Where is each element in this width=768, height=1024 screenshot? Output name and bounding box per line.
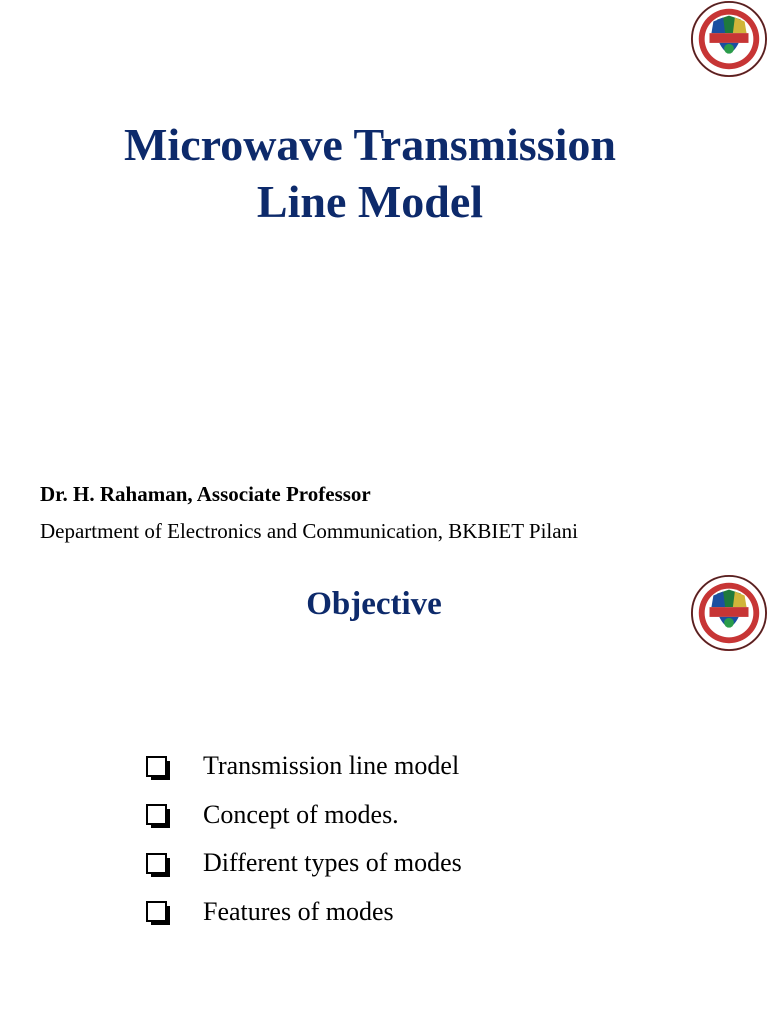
slide-title-line-2: Line Model xyxy=(256,176,484,227)
checkbox-icon xyxy=(146,756,167,777)
objective-list xyxy=(146,742,462,936)
list-item xyxy=(146,839,462,888)
checkbox-icon xyxy=(146,853,167,874)
institute-logo-mid xyxy=(690,574,768,652)
institute-emblem-icon xyxy=(690,574,768,652)
slide-title-line-1: Microwave Transmission xyxy=(124,119,616,170)
slide-title xyxy=(0,116,740,230)
list-item xyxy=(146,888,462,937)
list-item-text: Features of modes xyxy=(203,896,394,926)
institute-logo-top xyxy=(690,0,768,78)
list-item xyxy=(146,742,462,791)
author-name: Dr. H. Rahaman, Associate Professor xyxy=(40,482,371,506)
list-item-text: Concept of modes. xyxy=(203,799,399,829)
department-name: Department of Electronics and Communication, BKBIET Pilani xyxy=(40,519,578,543)
checkbox-icon xyxy=(146,901,167,922)
checkbox-icon xyxy=(146,804,167,825)
objective-heading: Objective xyxy=(306,586,442,622)
list-item-text: Different types of modes xyxy=(203,848,462,878)
list-item-text: Transmission line model xyxy=(203,751,460,781)
institute-emblem-icon xyxy=(690,0,768,78)
list-item xyxy=(146,791,462,840)
